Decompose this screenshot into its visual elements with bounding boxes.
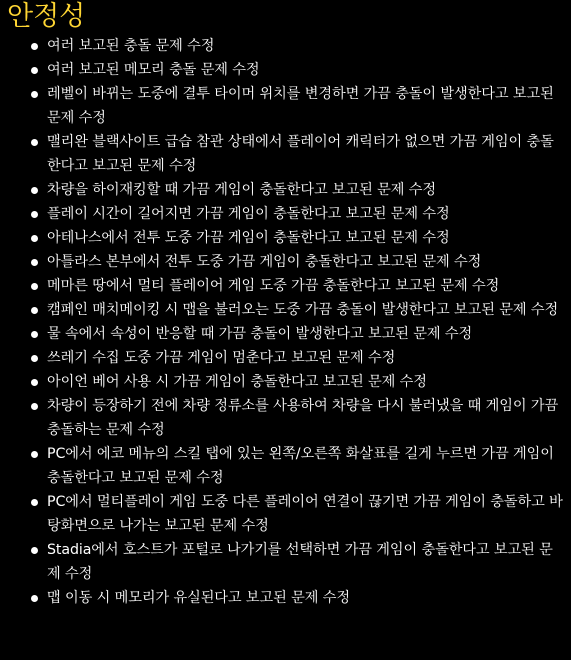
- bullet-icon: [31, 187, 38, 194]
- section-title: 안정성: [7, 1, 86, 32]
- list-item: [29, 58, 563, 82]
- bullet-icon: [31, 355, 38, 362]
- list-item-text: 차량이 등장하기 전에 차량 정류소를 사용하여 차량을 다시 불러냈을 때 게임이 가끔 충돌하는 문제 수정: [47, 398, 559, 438]
- list-item-text: 플레이 시간이 길어지면 가끔 게임이 충돌한다고 보고된 문제 수정: [47, 206, 450, 222]
- list-item-text: PC에서 멀티플레이 게임 도중 다른 플레이어 연결이 끊기면 가끔 게임이 충돌하고 바탕화면으로 나가는 보고된 문제 수정: [47, 494, 563, 534]
- fix-list: [29, 34, 563, 610]
- list-item-text: 여러 보고된 충돌 문제 수정: [47, 38, 215, 54]
- bullet-icon: [31, 139, 38, 146]
- bullet-icon: [31, 235, 38, 242]
- bullet-icon: [31, 91, 38, 98]
- bullet-icon: [31, 307, 38, 314]
- bullet-icon: [31, 403, 38, 410]
- list-item-text: 쓰레기 수집 도중 가끔 게임이 멈춘다고 보고된 문제 수정: [47, 350, 396, 366]
- bullet-icon: [31, 547, 38, 554]
- list-item: [29, 34, 563, 58]
- bullet-icon: [31, 499, 38, 506]
- list-item-text: PC에서 에코 메뉴의 스킬 탭에 있는 왼쪽/오른쪽 화살표를 길게 누르면 가끔 게임이 충돌한다고 보고된 문제 수정: [47, 446, 554, 486]
- list-item: [29, 394, 563, 442]
- list-item: [29, 274, 563, 298]
- list-item-text: Stadia에서 호스트가 포털로 나가기를 선택하면 가끔 게임이 충돌한다고 보고된 문제 수정: [47, 542, 553, 582]
- list-item: [29, 370, 563, 394]
- list-item: [29, 82, 563, 130]
- bullet-icon: [31, 67, 38, 74]
- list-item-text: 아틀라스 본부에서 전투 도중 가끔 게임이 충돌한다고 보고된 문제 수정: [47, 254, 482, 270]
- bullet-icon: [31, 379, 38, 386]
- list-item: [29, 442, 563, 490]
- list-item: [29, 490, 563, 538]
- bullet-icon: [31, 211, 38, 218]
- list-item: [29, 226, 563, 250]
- list-item: [29, 538, 563, 586]
- list-item-text: 여러 보고된 메모리 충돌 문제 수정: [47, 62, 260, 78]
- list-item: [29, 346, 563, 370]
- list-item-text: 아테나스에서 전투 도중 가끔 게임이 충돌한다고 보고된 문제 수정: [47, 230, 450, 246]
- list-item-text: 맬리완 블랙사이트 급습 참관 상태에서 플레이어 캐릭터가 없으면 가끔 게임이 충돌한다고 보고된 문제 수정: [47, 134, 554, 174]
- bullet-icon: [31, 259, 38, 266]
- bullet-icon: [31, 451, 38, 458]
- bullet-icon: [31, 331, 38, 338]
- list-item: [29, 298, 563, 322]
- list-item: [29, 130, 563, 178]
- bullet-icon: [31, 595, 38, 602]
- bullet-icon: [31, 43, 38, 50]
- bullet-icon: [31, 283, 38, 290]
- list-item-text: 레벨이 바뀌는 도중에 결투 타이머 위치를 변경하면 가끔 충돌이 발생한다고 보고된 문제 수정: [47, 86, 554, 126]
- list-item-text: 맵 이동 시 메모리가 유실된다고 보고된 문제 수정: [47, 590, 350, 606]
- list-item: [29, 202, 563, 226]
- list-item: [29, 178, 563, 202]
- list-item-text: 아이언 베어 사용 시 가끔 게임이 충돌한다고 보고된 문제 수정: [47, 374, 427, 390]
- list-item: [29, 586, 563, 610]
- list-item-text: 물 속에서 속성이 반응할 때 가끔 충돌이 발생한다고 보고된 문제 수정: [47, 326, 473, 342]
- list-item-text: 캠페인 매치메이킹 시 맵을 불러오는 도중 가끔 충돌이 발생한다고 보고된 문제 수정: [47, 302, 559, 318]
- list-item-text: 메마른 땅에서 멀티 플레이어 게임 도중 가끔 충돌한다고 보고된 문제 수정: [47, 278, 500, 294]
- list-item: [29, 322, 563, 346]
- list-item-text: 차량을 하이재킹할 때 가끔 게임이 충돌한다고 보고된 문제 수정: [47, 182, 437, 198]
- list-item: [29, 250, 563, 274]
